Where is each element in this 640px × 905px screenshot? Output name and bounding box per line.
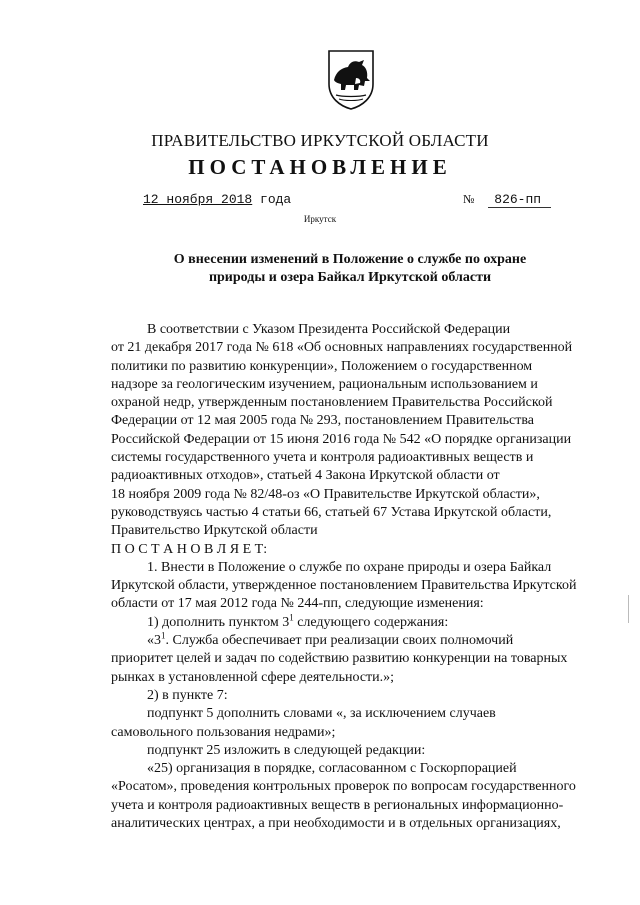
subitem-2: 2) в пункте 7:: [147, 687, 228, 703]
text-line: «25) организация в порядке, согласованном с Госкорпорацией: [147, 761, 517, 777]
text-line: рынках в установленной сфере деятельности.»;: [111, 669, 395, 685]
text-line: самовольного пользования недрами»;: [111, 724, 336, 740]
text-line: подпункт 25 изложить в следующей редакции:: [147, 742, 426, 758]
document-city: Иркутск: [303, 214, 337, 224]
subject-line: О внесении изменений в Положение о службе по охране: [173, 252, 527, 267]
text-line: учета и контроля радиоактивных веществ в региональных информационно-: [111, 797, 564, 813]
text-line: Российской Федерации от 15 июня 2016 года № 542 «О порядке организации: [111, 431, 572, 447]
number-label: №: [463, 192, 475, 206]
document-number: [463, 192, 551, 208]
quote-text-b: . Служба обеспечивает при реализации своих полномочий: [165, 633, 514, 649]
superscript: 1: [289, 612, 294, 623]
document-subject: [140, 251, 560, 287]
subitem-1-text-b: следующего содержания:: [293, 614, 449, 630]
superscript: 1: [161, 630, 166, 641]
scan-mark: [628, 595, 629, 623]
text-line: Иркутской области, утвержденное постановлением Правительства Иркутской: [111, 578, 577, 594]
text-line: приоритет целей и задач по содействию развитию конкуренции на товарных: [111, 651, 568, 667]
text-line: охраной недр, утвержденным постановлением Правительства Российской: [111, 395, 553, 411]
date-suffix: года: [260, 192, 292, 207]
quote-line: [111, 632, 606, 650]
text-line: от 21 декабря 2017 года № 618 «Об основных направлениях государственной: [111, 340, 573, 356]
text-line: «Росатом», проведения контрольных проверок по вопросам государственного: [111, 779, 576, 795]
government-title: ПРАВИТЕЛЬСТВО ИРКУТСКОЙ ОБЛАСТИ: [151, 131, 489, 150]
resolves-heading: П О С Т А Н О В Л Я Е Т:: [111, 541, 268, 557]
date-value: 12 ноября 2018: [143, 192, 253, 207]
text-line: надзоре за геологическим изучением, рациональным использованием и: [111, 376, 538, 392]
text-line: Правительство Иркутской области: [111, 523, 318, 539]
number-value: 826-пп: [488, 192, 551, 208]
text-line: 1. Внести в Положение о службе по охране природы и озера Байкал: [147, 559, 552, 575]
quote-text-a: «3: [147, 633, 161, 649]
text-line: руководствуясь частью 4 статьи 66, статьей 67 Устава Иркутской области,: [111, 504, 552, 520]
subject-line: природы и озера Байкал Иркутской области: [208, 270, 492, 285]
irkutsk-coat-of-arms-icon: [326, 48, 376, 110]
text-line: политики по развитию конкуренции», Положением о государственном: [111, 358, 533, 374]
document-type-title: ПОСТАНОВЛЕНИЕ: [188, 155, 452, 179]
document-date: [143, 192, 291, 207]
text-line: аналитических центрах, а при необходимости и в отдельных организациях,: [111, 816, 561, 832]
text-line: радиоактивных отходов», статьей 4 Закона Иркутской области от: [111, 468, 500, 484]
text-line: Федерации от 12 мая 2005 года № 293, постановлением Правительства: [111, 413, 534, 429]
subitem-1-text-a: 1) дополнить пунктом 3: [147, 614, 290, 630]
preamble-paragraph: [111, 321, 606, 833]
subitem-1: [111, 614, 606, 632]
text-line: области от 17 мая 2012 года № 244-пп, следующие изменения:: [111, 596, 484, 612]
text-line: системы государственного учета и контроля радиоактивных веществ и: [111, 450, 534, 466]
text-line: подпункт 5 дополнить словами «, за исключением случаев: [147, 706, 496, 722]
text-line: В соответствии с Указом Президента Российской Федерации: [147, 322, 511, 337]
text-line: 18 ноября 2009 года № 82/48-оз «О Правительстве Иркутской области»,: [111, 486, 540, 502]
